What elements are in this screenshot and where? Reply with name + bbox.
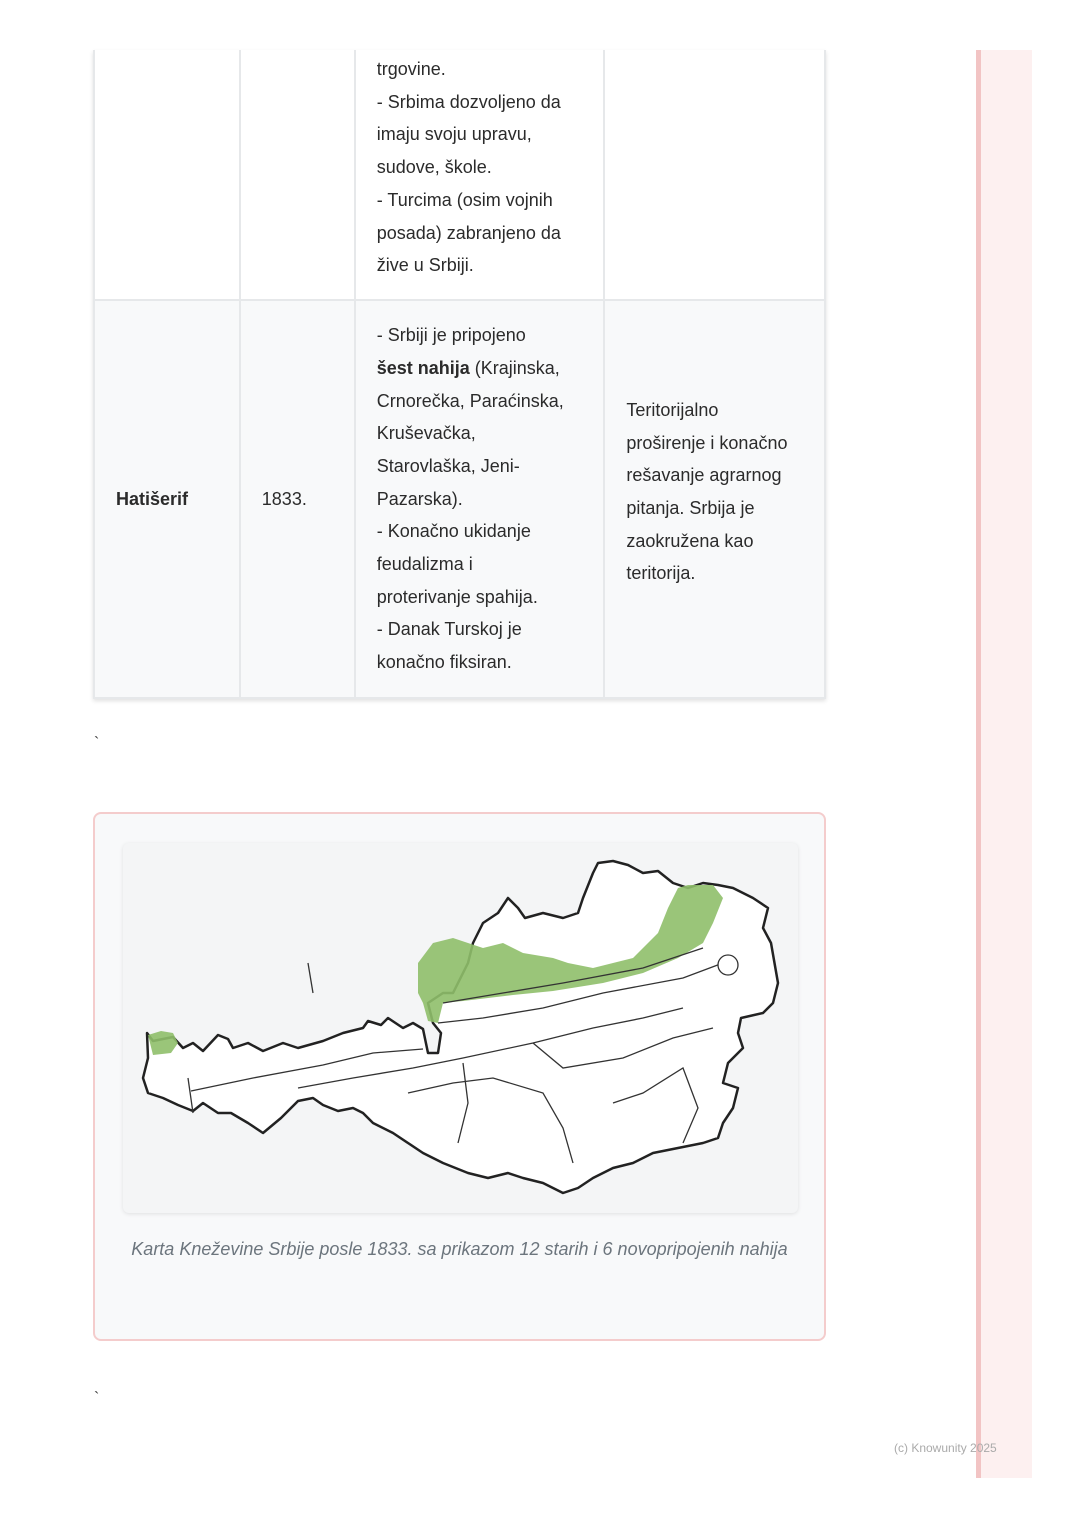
text-line: feudalizma i bbox=[376, 554, 473, 575]
bold-text: šest nahija bbox=[376, 357, 470, 378]
text-line: Kruševačka, bbox=[376, 423, 476, 444]
map-caption: Karta Kneževine Srbije posle 1833. sa prikazom 12 starih i 6 novopripojenih nahija bbox=[131, 1239, 788, 1259]
copyright-footer: (c) Knowunity 2025 bbox=[894, 1441, 997, 1455]
map-image bbox=[123, 843, 798, 1213]
text-line: - Turcima (osim vojnih bbox=[376, 189, 553, 210]
text-line: teritorija. bbox=[626, 563, 696, 584]
text-line: posada) zabranjeno da bbox=[376, 222, 561, 243]
cell-year bbox=[240, 50, 355, 300]
text-line: Starovlaška, Jeni- bbox=[376, 455, 520, 476]
text-line: žive u Srbiji. bbox=[376, 255, 474, 276]
text-line: imaju svoju upravu, bbox=[376, 124, 532, 145]
cell-significance bbox=[604, 300, 825, 698]
nahije-table bbox=[93, 50, 826, 699]
text-line: - Srbima dozvoljeno da bbox=[376, 91, 561, 112]
text-line: Pazarska). bbox=[376, 488, 463, 509]
cell-content bbox=[355, 50, 605, 300]
text-line: Crnorečka, Paraćinska, bbox=[376, 390, 564, 411]
text-line: pitanja. Srbija je bbox=[626, 498, 755, 518]
table-row bbox=[94, 300, 825, 698]
text-part: (Krajinska, bbox=[469, 357, 560, 378]
table-row bbox=[94, 50, 825, 300]
text-line: - Danak Turskoj je bbox=[376, 619, 522, 640]
stray-mark: ` bbox=[94, 735, 100, 752]
text-line: - Konačno ukidanje bbox=[376, 521, 531, 542]
text-line: zaokružena kao bbox=[626, 530, 754, 551]
text-part: - Srbiji je pripojeno bbox=[376, 325, 526, 346]
text-line: Teritorijalno bbox=[626, 399, 719, 420]
text-line: trgovine. bbox=[376, 59, 446, 80]
text-line: rešavanje agrarnog bbox=[626, 465, 782, 486]
cell-name bbox=[94, 50, 240, 300]
cell-name: Hatišerif bbox=[94, 300, 240, 698]
text-line: konačno fiksiran. bbox=[376, 652, 512, 673]
cell-year: 1833. bbox=[240, 300, 355, 698]
side-panel bbox=[981, 50, 1032, 1478]
text-line bbox=[377, 352, 583, 385]
cell-content bbox=[355, 300, 605, 698]
city-marker bbox=[718, 955, 738, 975]
stray-mark: ` bbox=[94, 1390, 100, 1407]
map-figure bbox=[93, 812, 826, 1341]
text-line: proširenje i konačno bbox=[626, 432, 788, 453]
text-line: proterivanje spahija. bbox=[376, 586, 538, 607]
side-accent-strip bbox=[976, 50, 981, 1478]
text-line bbox=[377, 319, 583, 352]
text-line: sudove, škole. bbox=[376, 157, 492, 178]
map-svg bbox=[123, 843, 798, 1213]
cell-significance bbox=[604, 50, 825, 300]
